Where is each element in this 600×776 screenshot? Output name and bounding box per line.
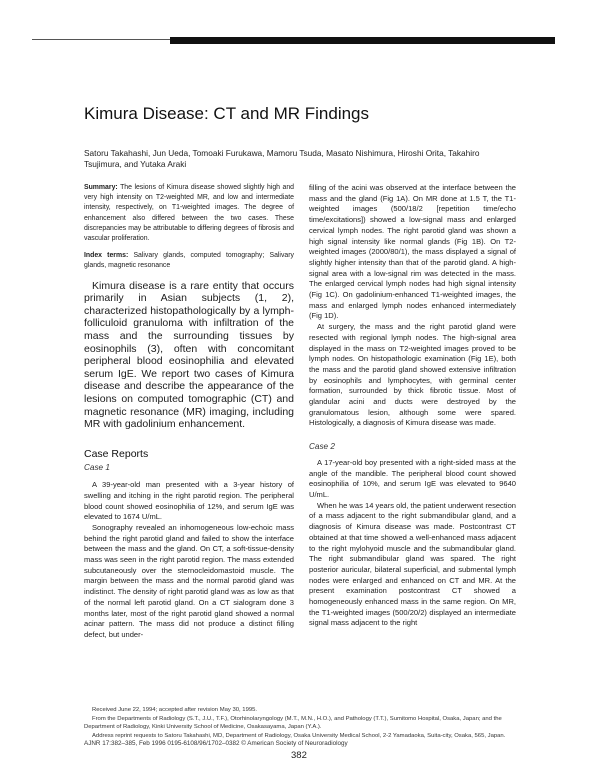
index-terms-text: Salivary glands, computed tomography; Salivary glands, magnetic resonance: [84, 252, 294, 270]
journal-citation: AJNR 17:382–385, Feb 1996 0195-6108/96/1702–0382 © American Society of Neuroradiology: [84, 740, 348, 747]
abstract: [84, 183, 294, 244]
case2-paragraph-1: A 17-year-old boy presented with a right-sided mass at the angle of the mandible. The peripheral blood count showed eosinophilia of 10%, and serum IgE was elevated to 9640 U/mL.: [309, 457, 516, 499]
index-terms: [84, 251, 294, 271]
case1-heading: Case 1: [84, 463, 110, 473]
page-number: 382: [291, 750, 307, 761]
introduction: Kimura disease is a rare entity that occurs primarily in Asian subjects (1, 2), characterized histopathologically by a lymph-folliculoid granuloma with infiltration of the mass and the surrounding tissues by eosinophils (3), often with concomitant peripheral blood eosinophilia and elevated serum IgE. We report two cases of Kimura disease and describe the appearance of the lesions on computed tomographic (CT) and magnetic resonance (MR) imaging, including MR with gadolinium enhancement.: [84, 279, 294, 431]
footnote-address: Address reprint requests to Satoru Takahashi, MD, Department of Radiology, Osaka University Medical School, 2-2 Yamadaoka, Suita-city, Osaka, 565, Japan.: [92, 732, 506, 739]
footnote-affiliations: From the Departments of Radiology (S.T., J.U., T.F.), Otorhinolaryngology (M.T., M.N., H.O.), and Pathology (T.T.), Sumitomo Hospital, Osaka, Japan; and the Department of Radiology, Kinki University School of Medicine, Osakasayama, Japan (Y.A.).: [84, 715, 502, 731]
case2-heading: Case 2: [309, 442, 335, 452]
section-heading-case-reports: Case Reports: [84, 447, 149, 460]
case2-paragraph-2: When he was 14 years old, the patient underwent resection of a mass adjacent to the right submandibular gland, and a diagnosis of Kimura disease was made. Postcontrast CT obtained at that time showed a well-enhanced mass adjacent to the right mylohyoid muscle and the submandibular gland. The right submandibular gland was spared. The right posterior auricular, bilateral superficial, and submental lymph nodes were enlarged and enhanced on CT and MR. At the present examination postcontrast CT showed a homogeneously enhanced mass in the same region. On MR, the T1-weighted images (500/20/2) displayed an intermediate signal mass adjacent to the right: [309, 500, 516, 628]
case1-paragraph-4: At surgery, the mass and the right parotid gland were resected with regional lymph nodes. The high-signal area displayed in the mass on T2-weighted images proved to be lymph nodes. On histopathologic examination (Fig 1E), both the mass and the parotid gland showed extensive infiltration by eosinophils and lymphocytes, with germinal center formation, surrounded by thick fibrotic tissue. Most of glandular acini and ducts were destroyed by the granulomatous lesion, although some were spared. Histologically, a diagnosis of Kimura disease was made.: [309, 322, 516, 428]
footnotes: [84, 706, 524, 740]
case1-paragraph-2: Sonography revealed an inhomogeneous low-echoic mass behind the right parotid gland and failed to show the interface between the mass and the gland. On CT, a soft-tissue-density mass was seen in the right parotid region. The mass extended subcutaneously over the sternocleidomastoid muscle. The margin between the mass and the normal parotid gland was indistinct. The density of right parotid gland was as low as that of the normal left parotid gland. On a CT sialogram done 3 months later, most of the right parotid gland showed a normal acinar pattern. The mass did not produce a distinct filling defect, but under-: [84, 522, 294, 639]
header-rule-thin: [32, 39, 170, 40]
case1-paragraph-1: A 39-year-old man presented with a 3-year history of swelling and itching in the right parotid region. The peripheral blood count showed eosinophilia of 12%, and serum IgE was elevated to 1674 U/mL.: [84, 480, 294, 522]
abstract-label: Summary:: [84, 184, 118, 191]
article-title: Kimura Disease: CT and MR Findings: [84, 104, 370, 123]
right-column: [309, 183, 516, 629]
abstract-text: The lesions of Kimura disease showed slightly high and very high intensity on T2-weighted MR, and low and intermediate intensity, respectively, on T1-weighted images. The degree of enhancement also differed between the two cases. These discrepancies may be attributable to differing degrees of fibrosis and vascular proliferation.: [84, 184, 294, 243]
left-column: [84, 183, 294, 641]
index-terms-label: Index terms:: [84, 252, 129, 260]
header-rule-bar: [170, 37, 555, 44]
author-list: Satoru Takahashi, Jun Ueda, Tomoaki Furukawa, Mamoru Tsuda, Masato Nishimura, Hiroshi Orita, Takahiro Tsujimura, and Yutaka Araki: [84, 148, 480, 169]
footnote-received: Received June 22, 1994; accepted after revision May 30, 1995.: [92, 707, 258, 713]
case1-paragraph-3: filling of the acini was observed at the interface between the mass and the gland (Fig 1A). On MR done at 1.5 T, the T1-weighted images (500/18/2 [repetition time/echo time/excitations]) showed a low-signal mass and enlarged cervical lymph nodes. The right parotid gland was shown a high signal intensity like normal glands (Fig 1B). On T2-weighted images (2000/80/1), the mass displayed a signal of slightly higher intensity than that of the parotid gland. A high-signal area with a low-signal rim was detected in the mass. The enlarged cervical lymph nodes had high signal intensity (Fig 1C). On gadolinium-enhanced T1-weighted images, the mass and enlarged lymph nodes enhanced intermediately (Fig 1D).: [309, 183, 516, 321]
